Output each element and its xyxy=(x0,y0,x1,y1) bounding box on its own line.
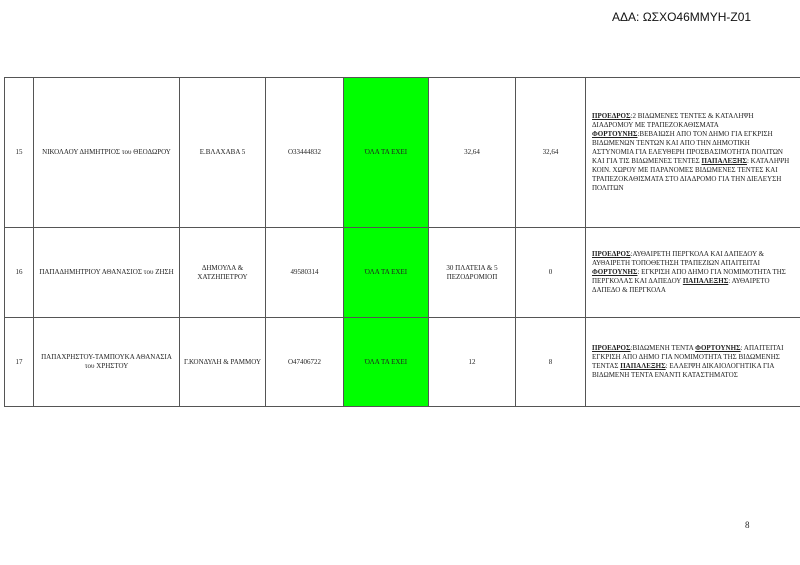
committee-notes: ΠΡΟΕΔΡΟΣ:ΑΥΘΑΙΡΕΤΗ ΠΕΡΓΚΟΛΑ ΚΑΙ ΔΑΠΕΔΟΥ & ΑΥΘΑΙΡΕΤΗ ΤΟΠΟΘΕΤΗΣΗ ΤΡΑΠΕΖΙΩΝ ΑΠΑΙΤΕΙΤΑΙ ΦΟΡΤΟΥΝΗΣ: ΕΓΚΡΙΣΗ ΑΠΟ ΔΗΜΟ ΓΙΑ ΝΟΜΙΜΟΤΗΤΑ ΤΗΣ ΠΕΡΓΚΟΛΑΣ ΚΑΙ ΔΑΠΕΔΟΥ ΠΑΠΑΛΕΞΗΣ: ΑΥΘΑΙΡΕΤΟ ΔΑΠΕΔΟ & ΠΕΡΓΚΟΛΑ xyxy=(586,228,800,318)
fortounis-text: : ΕΓΚΡΙΣΗ ΑΠΟ ΔΗΜΟ ΓΙΑ ΝΟΜΙΜΟΤΗΤΑ ΤΗΣ ΠΕΡΓΚΟΛΑΣ ΚΑΙ ΔΑΠΕΔΟΥ xyxy=(592,268,786,285)
proedros-text: :ΑΥΘΑΙΡΕΤΗ ΠΕΡΓΚΟΛΑ ΚΑΙ ΔΑΠΕΔΟΥ & ΑΥΘΑΙΡΕΤΗ ΤΟΠΟΘΕΤΗΣΗ ΤΡΑΠΕΖΙΩΝ ΑΠΑΙΤΕΙΤΑΙ xyxy=(592,250,765,267)
row-number: 17 xyxy=(5,318,34,407)
committee-notes xyxy=(586,318,800,407)
applications-table xyxy=(4,77,800,407)
shop-address: Ε.ΒΛΑΧΑΒΑ 5 xyxy=(180,78,266,228)
proedros-text: :ΒΙΔΩΜΕΝΗ ΤΕΝΤΑ xyxy=(630,344,694,352)
row-number: 15 xyxy=(5,78,34,228)
owner-name: ΠΑΠΑΔΗΜΗΤΡΙΟΥ ΑΘΑΝΑΣΙΟΣ του ΖΗΣΗ xyxy=(34,228,180,318)
table-row xyxy=(5,78,800,228)
area-requested: 32,64 xyxy=(429,78,516,228)
fortounis-text: : ΑΠΑΙΤΕΙΤΑΙ ΕΓΚΡΙΣΗ ΑΠΟ ΔΗΜΟ ΓΙΑ ΝΟΜΙΜΟΤΗΤΑ ΤΗΣ ΒΙΔΩΜΕΝΗΣ ΤΕΝΤΑΣ xyxy=(592,344,784,370)
proedros-label: ΠΡΟΕΔΡΟΣ xyxy=(592,112,631,120)
area-requested: 30 ΠΛΑΤΕΙΑ & 5 ΠΕΖΟΔΡΟΜΙΟΠ xyxy=(429,228,516,318)
papalexis-label: ΠΑΠΑΛΕΞΗΣ xyxy=(701,157,747,165)
row-number: 16 xyxy=(5,228,34,318)
proedros-text: :2 ΒΙΔΩΜΕΝΕΣ ΤΕΝΤΕΣ & ΚΑΤΑΛΗΨΗ ΔΙΑΔΡΟΜΟΥ ΜΕ ΤΡΑΠΕΖΟΚΑΘΙΣΜΑΤΑ xyxy=(592,112,754,129)
ada-code: ΑΔΑ: ΩΣΧΟ46ΜΜΥΗ-Ζ01 xyxy=(612,10,752,24)
fortounis-text: :ΒΕΒΑΙΩΣΗ ΑΠΟ ΤΟΝ ΔΗΜΟ ΓΙΑ ΕΓΚΡΙΣΗ ΒΙΔΩΜΕΝΩΝ ΤΕΝΤΩΝ ΚΑΙ ΑΠΟ ΤΗΝ ΔΗΜΟΤΙΚΗ ΑΣΤΥΝΟΜΙΑ ΓΙΑ ΕΛΕΥΘΕΡΗ ΠΡΟΣΒΑΣΙΜΟΤΗΤΑ ΠΟΛΙΤΩΝ ΚΑΙ ΓΙΑ ΤΙΣ ΒΙΔΩΜΕΝΕΣ ΤΕΝΤΕΣ xyxy=(592,130,783,165)
papalexis-label: ΠΑΠΑΛΕΞΗΣ xyxy=(620,362,666,370)
shop-address: Γ.ΚΟΝΔΥΛΗ & ΡΑΜΜΟΥ xyxy=(180,318,266,407)
documents-status: ΌΛΑ ΤΑ ΕΧΕΙ xyxy=(344,318,429,407)
proedros-label: ΠΡΟΕΔΡΟΣ xyxy=(592,344,631,352)
committee-notes: ΠΡΟΕΔΡΟΣ:2 ΒΙΔΩΜΕΝΕΣ ΤΕΝΤΕΣ & ΚΑΤΑΛΗΨΗ ΔΙΑΔΡΟΜΟΥ ΜΕ ΤΡΑΠΕΖΟΚΑΘΙΣΜΑΤΑ ΦΟΡΤΟΥΝΗΣ:ΒΕΒΑΙΩΣΗ ΑΠΟ ΤΟΝ ΔΗΜΟ ΓΙΑ ΕΓΚΡΙΣΗ ΒΙΔΩΜΕΝΩΝ ΤΕΝΤΩΝ ΚΑΙ ΑΠΟ ΤΗΝ ΔΗΜΟΤΙΚΗ ΑΣΤΥΝΟΜΙΑ ΓΙΑ ΕΛΕΥΘΕΡΗ ΠΡΟΣΒΑΣΙΜΟΤΗΤΑ ΠΟΛΙΤΩΝ ΚΑΙ ΓΙΑ ΤΙΣ ΒΙΔΩΜΕΝΕΣ ΤΕΝΤΕΣ ΠΑΠΑΛΕΞΗΣ: ΚΑΤΑΛΗΨΗ ΚΟΙΝ. ΧΩΡΟΥ ΜΕ ΠΑΡΑΝΟΜΕΣ ΒΙΔΩΜΕΝΕΣ ΤΕΝΤΕΣ ΚΑΙ ΤΡΑΠΕΖΟΚΑΘΙΣΜΑΤΑ ΣΤΟ ΔΙΑΔΡΟΜΟ ΓΙΑ ΤΗΝ ΔΙΕΛΕΥΣΗ ΠΟΛΙΤΩΝ xyxy=(586,78,800,228)
fortounis-label: ΦΟΡΤΟΥΝΗΣ xyxy=(695,344,741,352)
area-approved: 32,64 xyxy=(516,78,586,228)
tax-id: 49580314 xyxy=(266,228,344,318)
papalexis-text: : ΕΛΛΕΙΨΗ ΔΙΚΑΙΟΛΟΓΗΤΙΚΑ ΓΙΑ ΒΙΔΩΜΕΝΗ ΤΕΝΤΑ ΕΝΑΝΤΙ ΚΑΤΑΣΤΗΜΑΤΟΣ xyxy=(592,362,775,379)
owner-name: ΝΙΚΟΛΑΟΥ ΔΗΜΗΤΡΙΟΣ του ΘΕΟΔΩΡΟΥ xyxy=(34,78,180,228)
documents-status: ΌΛΑ ΤΑ ΕΧΕΙ xyxy=(344,228,429,318)
papalexis-label: ΠΑΠΑΛΕΞΗΣ xyxy=(682,277,729,285)
fortounis-label: ΦΟΡΤΟΥΝΗΣ xyxy=(592,130,638,138)
area-requested: 12 xyxy=(429,318,516,407)
table-row xyxy=(5,228,800,318)
tax-id: Ο33444832 xyxy=(266,78,344,228)
table-row xyxy=(5,318,800,407)
page-number: 8 xyxy=(745,520,750,530)
proedros-label: ΠΡΟΕΔΡΟΣ xyxy=(592,250,631,258)
papalexis-text: ΚΑΤΑΛΗΨΗ ΚΟΙΝ. ΧΩΡΟΥ ΜΕ ΠΑΡΑΝΟΜΕΣ ΒΙΔΩΜΕΝΕΣ ΤΕΝΤΕΣ ΚΑΙ ΤΡΑΠΕΖΟΚΑΘΙΣΜΑΤΑ ΣΤΟ ΔΙΑΔΡΟΜΟ ΓΙΑ ΤΗΝ ΔΙΕΛΕΥΣΗ ΠΟΛΙΤΩΝ xyxy=(592,157,790,192)
papalexis-text: ΑΥΘΑΙΡΕΤΟ ΔΑΠΕΔΟ & ΠΕΡΓΚΟΛΑ xyxy=(592,277,770,294)
documents-status: ΌΛΑ ΤΑ ΕΧΕΙ xyxy=(344,78,429,228)
area-approved: 0 xyxy=(516,228,586,318)
owner-name: ΠΑΠΑΧΡΗΣΤΟΥ-ΤΑΜΠΟΥΚΑ ΑΘΑΝΑΣΙΑ του ΧΡΗΣΤΟΥ xyxy=(34,318,180,407)
fortounis-label: ΦΟΡΤΟΥΝΗΣ xyxy=(592,268,638,276)
area-approved: 8 xyxy=(516,318,586,407)
tax-id: Ο47406722 xyxy=(266,318,344,407)
shop-address: ΔΗΜΟΥΛΑ & ΧΑΤΖΗΠΕΤΡΟΥ xyxy=(180,228,266,318)
